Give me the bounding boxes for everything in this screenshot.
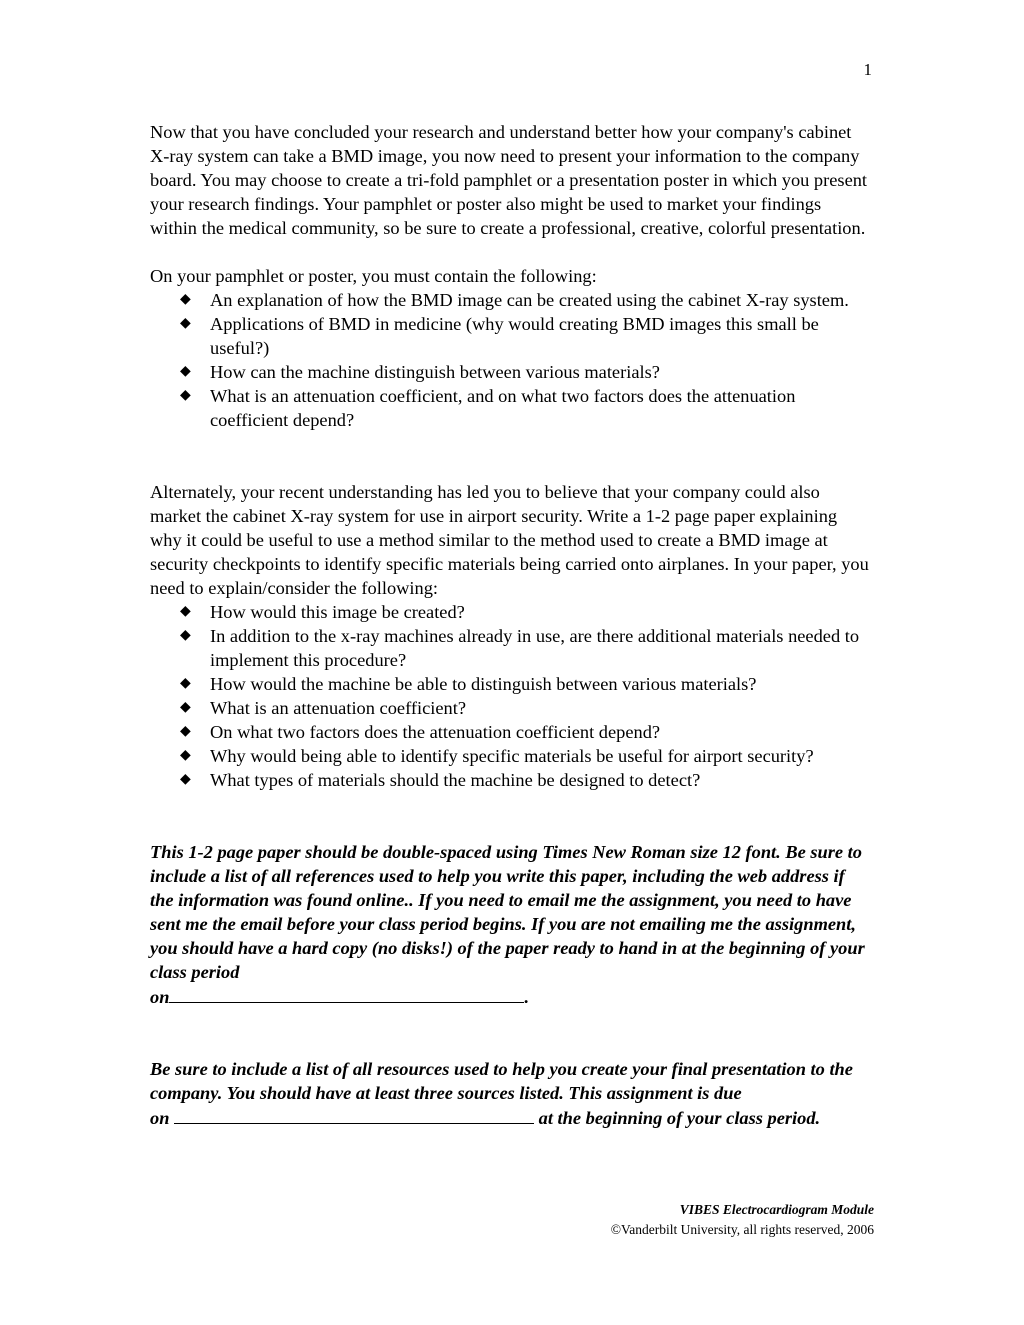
bullet-icon: ◆ [180,676,191,691]
list-item: ◆ How would the machine be able to distinguish between various materials? [180,674,757,694]
bullet-icon: ◆ [180,628,191,643]
spacer [150,432,872,480]
bullet-icon: ◆ [180,388,191,403]
due-date-blank [174,1105,534,1124]
pamphlet-intro: On your pamphlet or poster, you must contain the following: [150,266,597,286]
page-number: 1 [863,60,872,79]
list-item: ◆ On what two factors does the attenuation coefficient depend? [180,722,661,742]
pamphlet-requirements-list [150,288,872,432]
bullet-icon: ◆ [180,292,191,307]
bullet-icon: ◆ [180,316,191,331]
spacer [150,1009,872,1057]
bullet-icon: ◆ [180,364,191,379]
resources-instructions: Be sure to include a list of all resources used to help you create your final presentation to the company. You should have at least three sources listed. This assignment is due on at the beginning of your class period. [150,1059,853,1128]
list-item: ◆ How can the machine distinguish between various materials? [180,362,660,382]
list-item: ◆ What types of materials should the machine be designed to detect? [180,770,701,790]
list-item: ◆ An explanation of how the BMD image can be created using the cabinet X-ray system. [180,290,849,310]
list-item: ◆ Why would being able to identify specific materials be useful for airport security? [180,746,814,766]
bullet-icon: ◆ [180,748,191,763]
bullet-icon: ◆ [180,604,191,619]
bullet-icon: ◆ [180,772,191,787]
list-item: ◆ How would this image be created? [180,602,465,622]
footer-module-name: VIBES Electrocardiogram Module [679,1202,874,1217]
list-item: ◆ In addition to the x-ray machines already in use, are there additional materials needed to implement this procedure? [180,626,860,670]
alternate-paragraph: Alternately, your recent understanding has led you to believe that your company could also market the cabinet X-ray system for use in airport security. Write a 1-2 page paper explaining why it could be useful to use a method similar to the method used to create a BMD image at security checkpoints to identify specific materials being carried onto airplanes. In your paper, you need to explain/consider the following: [150,482,869,598]
intro-paragraph: Now that you have concluded your research and understand better how your company's cabinet X-ray system can take a BMD image, you now need to present your information to the company board. You may choose to create a tri-fold pamphlet or a presentation poster in which you present your research findings. Your pamphlet or poster also might be used to market your findings within the medical community, so be sure to create a professional, creative, colorful presentation. [150,122,868,238]
due-date-blank [169,984,524,1003]
bullet-icon: ◆ [180,724,191,739]
paper-requirements-list [150,600,872,792]
list-item: ◆ Applications of BMD in medicine (why would creating BMD images this small be useful?) [180,314,819,358]
footer [611,1200,874,1240]
bullet-icon: ◆ [180,700,191,715]
paper-instructions: This 1-2 page paper should be double-spaced using Times New Roman size 12 font. Be sure to include a list of all references used to help you write this paper, including the web address if the information was found online.. If you need to email me the assignment, you need to have sent me the email before your class period begins. If you are not emailing me the assignment, you should have a hard copy (no disks!) of the paper ready to hand in at the beginning of your class period on . [150,842,865,1007]
document-body [150,120,872,1130]
list-item: ◆ What is an attenuation coefficient? [180,698,466,718]
list-item: ◆ What is an attenuation coefficient, and on what two factors does the attenuation coefficient depend? [180,386,796,430]
spacer [150,792,872,840]
footer-copyright: ©Vanderbilt University, all rights reserved, 2006 [610,1222,874,1237]
